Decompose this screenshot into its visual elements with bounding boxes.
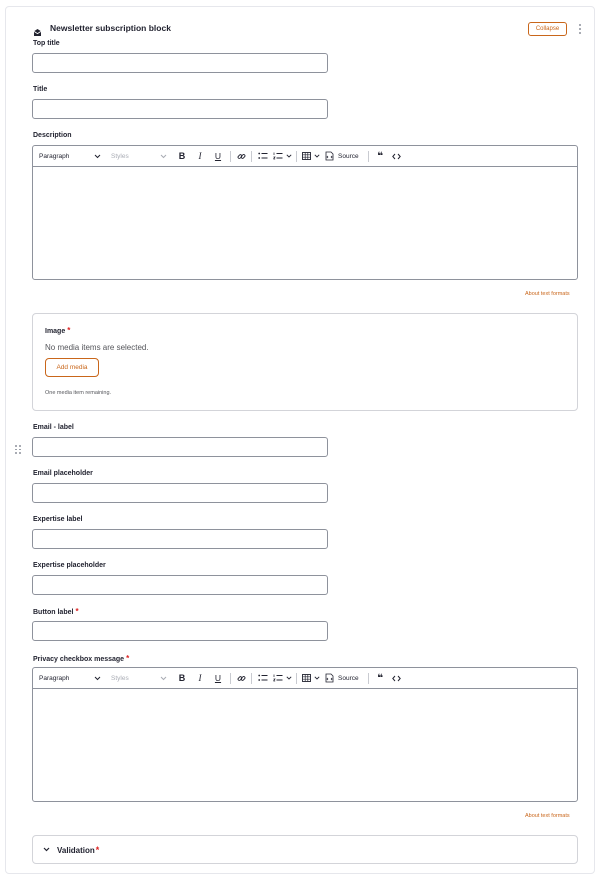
description-editor <box>32 145 578 280</box>
toolbar-divider <box>230 151 231 162</box>
email-placeholder-input[interactable] <box>32 483 328 503</box>
toolbar-divider <box>251 673 252 684</box>
underline-icon[interactable]: U <box>214 673 222 683</box>
envelope-icon <box>33 24 42 33</box>
media-remaining-text: One media item remaining. <box>45 390 112 396</box>
chevron-down-icon <box>43 847 50 852</box>
image-label: Image * <box>45 326 71 335</box>
source-icon <box>325 673 335 683</box>
privacy-message-editor-content[interactable] <box>33 689 577 801</box>
italic-icon[interactable]: I <box>198 673 202 683</box>
styles-dropdown[interactable] <box>111 675 167 682</box>
validation-details[interactable] <box>32 835 578 864</box>
chevron-down-icon <box>286 676 292 680</box>
editor-toolbar <box>33 146 577 167</box>
source-label: Source <box>338 674 359 682</box>
code-icon[interactable] <box>388 146 404 167</box>
block-title: Newsletter subscription block <box>50 23 171 33</box>
styles-dropdown[interactable] <box>111 153 167 160</box>
top-title-label: Top title <box>33 40 60 47</box>
chevron-down-icon <box>94 676 101 681</box>
toolbar-divider <box>296 151 297 162</box>
chevron-down-icon <box>286 154 292 158</box>
expertise-label-label: Expertise label <box>33 516 83 523</box>
description-label: Description <box>33 132 72 139</box>
chevron-down-icon <box>314 154 320 158</box>
numbered-list-icon[interactable] <box>271 146 293 167</box>
link-icon[interactable] <box>234 668 248 689</box>
blockquote-icon[interactable]: ❝ <box>377 150 383 162</box>
chevron-down-icon <box>314 676 320 680</box>
description-editor-content[interactable] <box>33 167 577 279</box>
top-title-input[interactable] <box>32 53 328 73</box>
expertise-placeholder-label: Expertise placeholder <box>33 562 106 569</box>
collapse-button[interactable]: Collapse <box>528 22 567 36</box>
add-media-button[interactable]: Add media <box>45 358 99 377</box>
table-icon[interactable] <box>300 668 322 689</box>
source-icon <box>325 151 335 161</box>
numbered-list-icon[interactable] <box>271 668 293 689</box>
underline-icon[interactable]: U <box>214 151 222 161</box>
code-icon[interactable] <box>388 668 404 689</box>
styles-dropdown-label: Styles <box>111 152 129 160</box>
email-label-input[interactable] <box>32 437 328 457</box>
toolbar-divider <box>296 673 297 684</box>
bold-icon[interactable]: B <box>178 673 186 683</box>
toolbar-divider <box>368 673 369 684</box>
toolbar-divider <box>230 673 231 684</box>
about-text-formats-link[interactable]: About text formats <box>525 813 570 819</box>
styles-dropdown-label: Styles <box>111 674 129 682</box>
italic-icon[interactable]: I <box>198 151 202 161</box>
button-label-label: Button label * <box>33 607 79 616</box>
paragraph-dropdown-label: Paragraph <box>39 152 70 160</box>
source-button[interactable] <box>325 668 365 689</box>
bold-icon[interactable]: B <box>178 151 186 161</box>
privacy-message-label: Privacy checkbox message * <box>33 654 130 663</box>
toolbar-divider <box>251 151 252 162</box>
chevron-down-icon <box>160 676 167 681</box>
bulleted-list-icon[interactable] <box>255 146 271 167</box>
toolbar-divider <box>368 151 369 162</box>
blockquote-icon[interactable]: ❝ <box>377 672 383 684</box>
drag-handle-icon[interactable] <box>15 445 21 454</box>
editor-toolbar <box>33 668 577 689</box>
about-text-formats-link[interactable]: About text formats <box>525 291 570 297</box>
table-icon[interactable] <box>300 146 322 167</box>
source-label: Source <box>338 152 359 160</box>
image-media-widget <box>32 313 578 411</box>
paragraph-dropdown[interactable] <box>39 153 101 160</box>
more-actions-icon[interactable] <box>577 24 583 34</box>
validation-summary: Validation* <box>57 844 100 855</box>
no-media-text: No media items are selected. <box>45 343 149 352</box>
privacy-message-editor <box>32 667 578 802</box>
bulleted-list-icon[interactable] <box>255 668 271 689</box>
title-label: Title <box>33 86 48 93</box>
title-input[interactable] <box>32 99 328 119</box>
expertise-placeholder-input[interactable] <box>32 575 328 595</box>
chevron-down-icon <box>94 154 101 159</box>
link-icon[interactable] <box>234 146 248 167</box>
expertise-label-input[interactable] <box>32 529 328 549</box>
email-label-label: Email - label <box>33 424 74 431</box>
email-placeholder-label: Email placeholder <box>33 470 93 477</box>
chevron-down-icon <box>160 154 167 159</box>
paragraph-dropdown-label: Paragraph <box>39 674 70 682</box>
button-label-input[interactable] <box>32 621 328 641</box>
paragraph-dropdown[interactable] <box>39 675 101 682</box>
source-button[interactable] <box>325 146 365 167</box>
block-header <box>33 21 171 35</box>
